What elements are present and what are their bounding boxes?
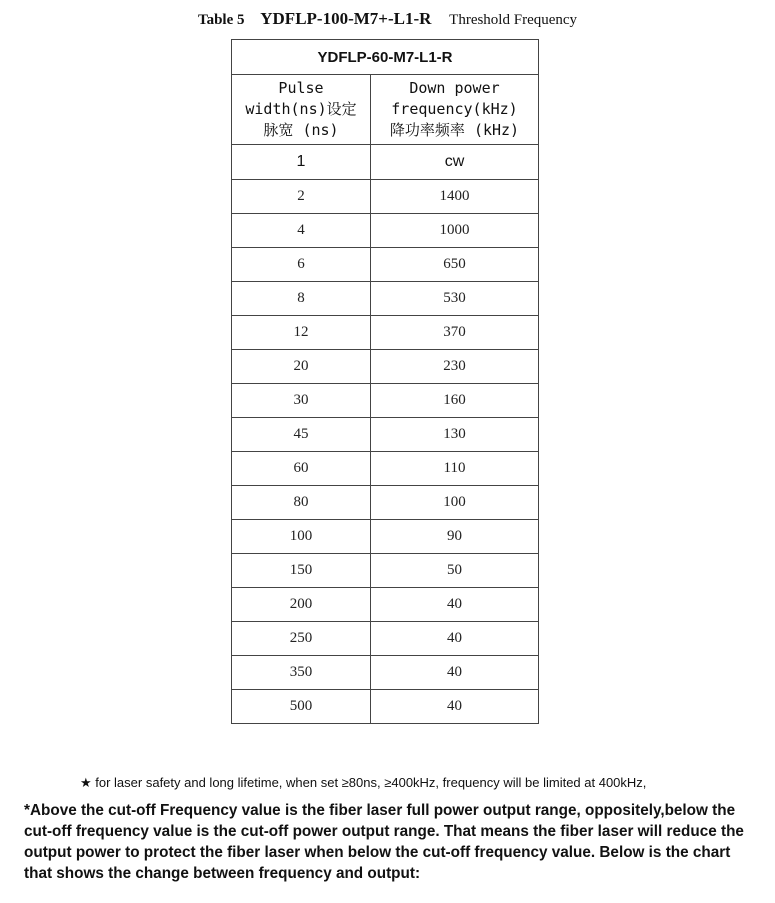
table-row xyxy=(232,622,539,656)
cutoff-frequency-note: *Above the cut-off Frequency value is the fiber laser full power output range, oppositely,below the cut-off frequency value is the cut-off power output range. That means the fiber laser will reduce the output power to protect the fiber laser when below the cut-off frequency value. Below is the chart that shows the change between frequency and output: xyxy=(24,802,744,882)
frequency-cell: 40 xyxy=(371,588,539,622)
table-model-title: YDFLP-100-M7+-L1-R xyxy=(260,9,432,28)
table-row xyxy=(232,520,539,554)
threshold-frequency-table xyxy=(231,39,539,724)
frequency-cell: 230 xyxy=(371,350,539,384)
frequency-cell: 130 xyxy=(371,418,539,452)
freq-header-line: frequency(kHz) xyxy=(391,100,518,118)
table-row xyxy=(232,180,539,214)
table-row xyxy=(232,690,539,724)
pulse-width-cell: 100 xyxy=(232,520,371,554)
table-row xyxy=(232,588,539,622)
table-row xyxy=(232,316,539,350)
frequency-cell: 110 xyxy=(371,452,539,486)
frequency-cell: 530 xyxy=(371,282,539,316)
pulse-width-cell: 2 xyxy=(232,180,371,214)
frequency-cell: 370 xyxy=(371,316,539,350)
table-row xyxy=(232,554,539,588)
pulse-width-cell: 45 xyxy=(232,418,371,452)
pulse-width-cell: 6 xyxy=(232,248,371,282)
frequency-cell: 40 xyxy=(371,622,539,656)
freq-header-line: Down power xyxy=(409,79,500,97)
freq-header-line: 降功率频率 (kHz) xyxy=(389,121,520,139)
table-row xyxy=(232,350,539,384)
table-number: Table 5 xyxy=(197,12,245,28)
table-row xyxy=(232,486,539,520)
frequency-cell: 1400 xyxy=(371,180,539,214)
table-row xyxy=(232,282,539,316)
pulse-width-cell: 80 xyxy=(232,486,371,520)
pulse-width-cell: 150 xyxy=(232,554,371,588)
table-row xyxy=(232,145,539,180)
frequency-cell: 40 xyxy=(371,690,539,724)
frequency-cell: 100 xyxy=(371,486,539,520)
down-power-frequency-header xyxy=(371,75,539,145)
pulse-width-header xyxy=(232,75,371,145)
frequency-cell: 160 xyxy=(371,384,539,418)
pulse-width-cell: 60 xyxy=(232,452,371,486)
model-header: YDFLP-60-M7-L1-R xyxy=(232,40,539,75)
pulse-width-cell: 250 xyxy=(232,622,371,656)
pulse-width-cell: 8 xyxy=(232,282,371,316)
table-row xyxy=(232,452,539,486)
table-caption xyxy=(0,9,775,29)
table-row xyxy=(232,214,539,248)
frequency-cell: 650 xyxy=(371,248,539,282)
table-description: Threshold Frequency xyxy=(449,12,578,28)
pulse-width-cell: 1 xyxy=(232,145,371,180)
frequency-cell: cw xyxy=(371,145,539,180)
pulse-width-cell: 500 xyxy=(232,690,371,724)
pulse-header-line: 脉宽 (ns) xyxy=(263,121,339,139)
table-row xyxy=(232,418,539,452)
pulse-header-line: width(ns)设定 xyxy=(245,100,357,118)
table-row xyxy=(232,656,539,690)
table-row xyxy=(232,384,539,418)
table-row xyxy=(232,248,539,282)
pulse-header-line: Pulse xyxy=(278,79,324,97)
pulse-width-cell: 20 xyxy=(232,350,371,384)
pulse-width-cell: 12 xyxy=(232,316,371,350)
frequency-cell: 40 xyxy=(371,656,539,690)
safety-footnote: ★ for laser safety and long lifetime, when set ≥80ns, ≥400kHz, frequency will be limited at 400kHz, xyxy=(80,775,647,790)
frequency-cell: 1000 xyxy=(371,214,539,248)
pulse-width-cell: 30 xyxy=(232,384,371,418)
pulse-width-cell: 350 xyxy=(232,656,371,690)
pulse-width-cell: 200 xyxy=(232,588,371,622)
frequency-cell: 90 xyxy=(371,520,539,554)
pulse-width-cell: 4 xyxy=(232,214,371,248)
frequency-cell: 50 xyxy=(371,554,539,588)
